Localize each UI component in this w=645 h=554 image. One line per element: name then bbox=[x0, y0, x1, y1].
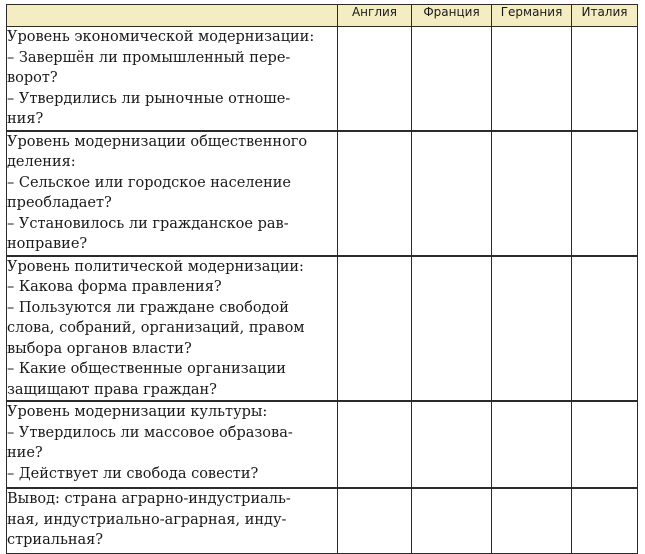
criteria-line: Уровень модернизации культуры: bbox=[7, 404, 268, 420]
table-row-conclusion bbox=[7, 488, 638, 554]
criteria-line: – Пользуются ли граждане свободой bbox=[7, 299, 289, 316]
answer-cell-england[interactable] bbox=[338, 401, 412, 488]
criteria-line: ние? bbox=[7, 445, 43, 461]
answer-cell-italy[interactable] bbox=[572, 488, 638, 554]
criteria-line: – Действует ли свобода совести? bbox=[7, 465, 259, 482]
criteria-line: слова, собраний, организаций, правом bbox=[7, 320, 305, 336]
criteria-cell-culture bbox=[7, 401, 338, 488]
answer-cell-england[interactable] bbox=[338, 488, 412, 554]
answer-cell-italy[interactable] bbox=[572, 131, 638, 256]
answer-cell-france[interactable] bbox=[412, 256, 492, 402]
criteria-line: – Утвердилось ли массовое образова- bbox=[7, 424, 293, 441]
criteria-cell-economic bbox=[7, 27, 338, 131]
modernization-table bbox=[6, 4, 638, 554]
answer-cell-germany[interactable] bbox=[492, 27, 572, 131]
answer-cell-germany[interactable] bbox=[492, 401, 572, 488]
criteria-line: ворот? bbox=[7, 70, 58, 86]
table-row-culture bbox=[7, 401, 638, 488]
answer-cell-france[interactable] bbox=[412, 488, 492, 554]
answer-cell-germany[interactable] bbox=[492, 131, 572, 256]
answer-cell-italy[interactable] bbox=[572, 256, 638, 402]
table-row-social bbox=[7, 131, 638, 256]
criteria-line: защищают права граждан? bbox=[7, 381, 217, 398]
criteria-line: Уровень экономической модернизации: bbox=[7, 29, 315, 45]
answer-cell-germany[interactable] bbox=[492, 488, 572, 554]
answer-cell-italy[interactable] bbox=[572, 401, 638, 488]
column-header-germany: Германия bbox=[492, 5, 572, 27]
answer-cell-france[interactable] bbox=[412, 27, 492, 131]
criteria-cell-social bbox=[7, 131, 338, 256]
answer-cell-italy[interactable] bbox=[572, 27, 638, 131]
criteria-line: ная, индустриально-аграрная, инду- bbox=[7, 511, 287, 528]
criteria-line: – Какова форма правления? bbox=[7, 279, 222, 295]
criteria-line: – Установилось ли гражданское рав- bbox=[7, 215, 289, 232]
criteria-line: ноправие? bbox=[7, 236, 88, 252]
criteria-line: ния? bbox=[7, 111, 44, 127]
criteria-line: Уровень политической модернизации: bbox=[7, 258, 304, 275]
column-header-england: Англия bbox=[338, 5, 412, 27]
answer-cell-france[interactable] bbox=[412, 131, 492, 256]
column-header-italy: Италия bbox=[572, 5, 638, 27]
criteria-line: деления: bbox=[7, 154, 76, 170]
criteria-line: – Какие общественные организации bbox=[7, 361, 286, 377]
criteria-line: – Завершён ли промышленный пере- bbox=[7, 49, 291, 66]
answer-cell-germany[interactable] bbox=[492, 256, 572, 402]
criteria-line: – Сельское или городское население bbox=[7, 174, 291, 191]
table-row-economic bbox=[7, 27, 638, 131]
header-row bbox=[7, 5, 638, 27]
criteria-line: преобладает? bbox=[7, 195, 112, 211]
criteria-line: – Утвердились ли рыночные отноше- bbox=[7, 90, 291, 107]
column-header-france: Франция bbox=[412, 5, 492, 27]
table-row-political bbox=[7, 256, 638, 402]
criteria-line: Вывод: страна аграрно-индустриаль- bbox=[7, 491, 291, 507]
answer-cell-england[interactable] bbox=[338, 27, 412, 131]
answer-cell-england[interactable] bbox=[338, 256, 412, 402]
answer-cell-france[interactable] bbox=[412, 401, 492, 488]
criteria-cell-conclusion bbox=[7, 488, 338, 554]
criteria-line: стриальная? bbox=[7, 532, 104, 548]
criteria-line: Уровень модернизации общественного bbox=[7, 133, 308, 150]
header-empty-cell bbox=[7, 5, 338, 27]
criteria-cell-political bbox=[7, 256, 338, 402]
criteria-line: выбора органов власти? bbox=[7, 340, 192, 357]
answer-cell-england[interactable] bbox=[338, 131, 412, 256]
